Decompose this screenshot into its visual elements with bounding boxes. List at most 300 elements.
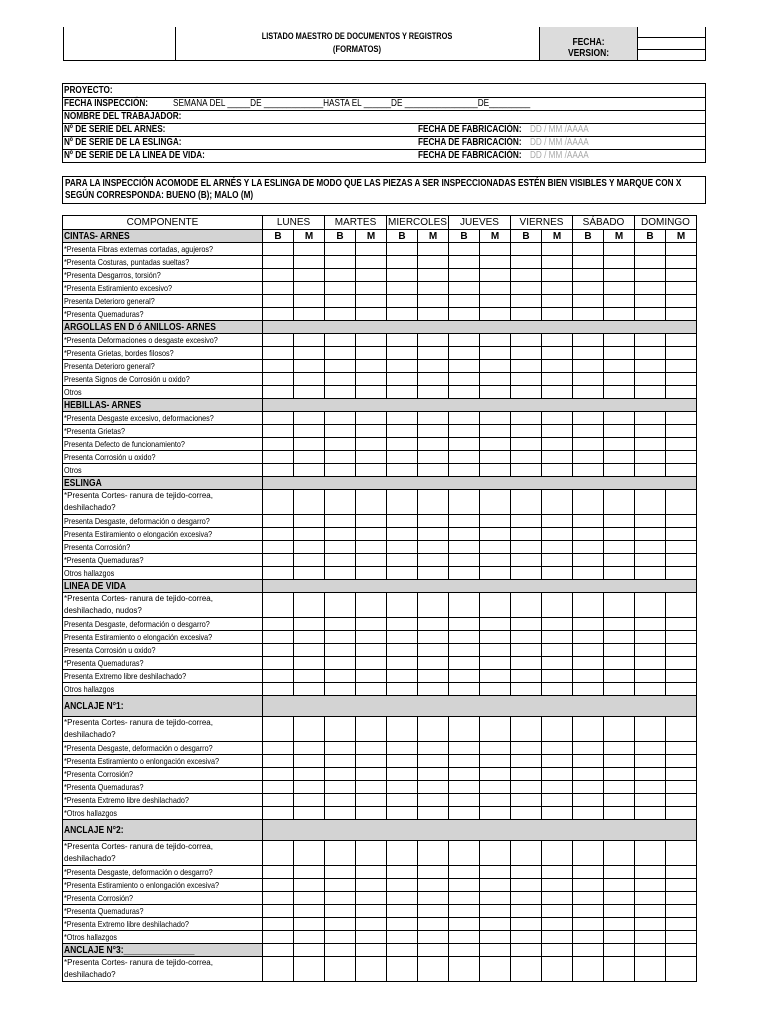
check-cell[interactable] [387,879,418,892]
check-cell[interactable] [325,944,356,957]
check-cell[interactable] [263,657,294,670]
check-cell[interactable] [573,931,604,944]
check-cell[interactable] [263,593,294,618]
check-cell[interactable] [387,866,418,879]
check-cell[interactable] [480,464,511,477]
check-cell[interactable] [542,683,573,696]
check-cell[interactable] [418,425,449,438]
check-cell[interactable] [325,644,356,657]
check-cell[interactable] [604,256,635,269]
check-cell[interactable] [573,554,604,567]
check-cell[interactable] [325,879,356,892]
check-cell[interactable] [356,373,387,386]
check-cell[interactable] [356,717,387,742]
check-cell[interactable] [635,438,666,451]
check-cell[interactable] [325,451,356,464]
check-cell[interactable] [480,438,511,451]
check-cell[interactable] [480,644,511,657]
check-cell[interactable] [387,841,418,866]
check-cell[interactable] [418,256,449,269]
check-cell[interactable] [573,807,604,820]
check-cell[interactable] [356,918,387,931]
check-cell[interactable] [666,944,697,957]
check-cell[interactable] [635,931,666,944]
check-cell[interactable] [542,347,573,360]
check-cell[interactable] [511,631,542,644]
check-cell[interactable] [356,438,387,451]
check-cell[interactable] [325,554,356,567]
check-cell[interactable] [418,905,449,918]
check-cell[interactable] [604,781,635,794]
check-cell[interactable] [542,464,573,477]
check-cell[interactable] [387,905,418,918]
check-cell[interactable] [635,373,666,386]
check-cell[interactable] [604,657,635,670]
check-cell[interactable] [480,755,511,768]
check-cell[interactable] [449,905,480,918]
check-cell[interactable] [542,807,573,820]
check-cell[interactable] [356,657,387,670]
check-cell[interactable] [263,451,294,464]
check-cell[interactable] [294,892,325,905]
check-cell[interactable] [356,541,387,554]
check-cell[interactable] [294,451,325,464]
check-cell[interactable] [418,334,449,347]
check-cell[interactable] [666,657,697,670]
check-cell[interactable] [325,541,356,554]
check-cell[interactable] [449,683,480,696]
check-cell[interactable] [604,360,635,373]
check-cell[interactable] [263,256,294,269]
check-cell[interactable] [387,944,418,957]
check-cell[interactable] [480,373,511,386]
check-cell[interactable] [325,373,356,386]
check-cell[interactable] [635,644,666,657]
check-cell[interactable] [294,618,325,631]
check-cell[interactable] [573,670,604,683]
check-cell[interactable] [356,631,387,644]
check-cell[interactable] [573,717,604,742]
check-cell[interactable] [542,644,573,657]
check-cell[interactable] [635,905,666,918]
check-cell[interactable] [325,918,356,931]
check-cell[interactable] [573,957,604,982]
check-cell[interactable] [325,866,356,879]
check-cell[interactable] [573,768,604,781]
check-cell[interactable] [387,490,418,515]
check-cell[interactable] [418,490,449,515]
check-cell[interactable] [418,631,449,644]
check-cell[interactable] [263,308,294,321]
check-cell[interactable] [542,794,573,807]
check-cell[interactable] [449,541,480,554]
check-cell[interactable] [573,892,604,905]
check-cell[interactable] [449,593,480,618]
check-cell[interactable] [604,269,635,282]
check-cell[interactable] [666,243,697,256]
check-cell[interactable] [604,451,635,464]
proyecto-row[interactable] [63,84,705,98]
check-cell[interactable] [573,334,604,347]
check-cell[interactable] [542,308,573,321]
check-cell[interactable] [294,931,325,944]
check-cell[interactable] [480,554,511,567]
check-cell[interactable] [449,742,480,755]
check-cell[interactable] [604,683,635,696]
check-cell[interactable] [263,528,294,541]
check-cell[interactable] [294,593,325,618]
check-cell[interactable] [480,807,511,820]
check-cell[interactable] [325,794,356,807]
check-cell[interactable] [356,593,387,618]
check-cell[interactable] [604,438,635,451]
check-cell[interactable] [325,807,356,820]
check-cell[interactable] [511,360,542,373]
check-cell[interactable] [356,670,387,683]
check-cell[interactable] [356,425,387,438]
check-cell[interactable] [604,386,635,399]
check-cell[interactable] [480,386,511,399]
check-cell[interactable] [666,879,697,892]
check-cell[interactable] [418,412,449,425]
check-cell[interactable] [604,593,635,618]
check-cell[interactable] [294,243,325,256]
check-cell[interactable] [573,631,604,644]
check-cell[interactable] [263,794,294,807]
check-cell[interactable] [418,957,449,982]
check-cell[interactable] [449,515,480,528]
check-cell[interactable] [294,807,325,820]
check-cell[interactable] [263,554,294,567]
check-cell[interactable] [542,295,573,308]
check-cell[interactable] [387,683,418,696]
check-cell[interactable] [666,866,697,879]
check-cell[interactable] [325,386,356,399]
check-cell[interactable] [635,631,666,644]
check-cell[interactable] [449,451,480,464]
check-cell[interactable] [604,412,635,425]
check-cell[interactable] [573,742,604,755]
check-cell[interactable] [294,464,325,477]
check-cell[interactable] [542,567,573,580]
check-cell[interactable] [573,308,604,321]
check-cell[interactable] [666,683,697,696]
check-cell[interactable] [356,618,387,631]
check-cell[interactable] [480,593,511,618]
check-cell[interactable] [666,347,697,360]
check-cell[interactable] [325,905,356,918]
check-cell[interactable] [356,386,387,399]
check-cell[interactable] [635,717,666,742]
check-cell[interactable] [511,768,542,781]
check-cell[interactable] [418,657,449,670]
check-cell[interactable] [666,755,697,768]
check-cell[interactable] [542,256,573,269]
check-cell[interactable] [387,918,418,931]
check-cell[interactable] [294,308,325,321]
check-cell[interactable] [573,243,604,256]
check-cell[interactable] [418,866,449,879]
check-cell[interactable] [387,243,418,256]
check-cell[interactable] [387,794,418,807]
check-cell[interactable] [356,905,387,918]
check-cell[interactable] [263,683,294,696]
check-cell[interactable] [449,567,480,580]
check-cell[interactable] [604,879,635,892]
check-cell[interactable] [418,717,449,742]
check-cell[interactable] [418,683,449,696]
check-cell[interactable] [356,464,387,477]
check-cell[interactable] [604,717,635,742]
check-cell[interactable] [604,807,635,820]
check-cell[interactable] [635,892,666,905]
check-cell[interactable] [325,256,356,269]
check-cell[interactable] [294,386,325,399]
check-cell[interactable] [666,644,697,657]
check-cell[interactable] [635,742,666,755]
check-cell[interactable] [480,683,511,696]
check-cell[interactable] [294,944,325,957]
check-cell[interactable] [263,295,294,308]
check-cell[interactable] [666,451,697,464]
check-cell[interactable] [294,541,325,554]
check-cell[interactable] [356,879,387,892]
check-cell[interactable] [449,670,480,683]
check-cell[interactable] [418,295,449,308]
check-cell[interactable] [604,918,635,931]
check-cell[interactable] [511,425,542,438]
check-cell[interactable] [573,282,604,295]
check-cell[interactable] [449,295,480,308]
check-cell[interactable] [635,386,666,399]
check-cell[interactable] [325,243,356,256]
check-cell[interactable] [635,515,666,528]
check-cell[interactable] [356,644,387,657]
check-cell[interactable] [635,683,666,696]
check-cell[interactable] [325,425,356,438]
check-cell[interactable] [480,528,511,541]
check-cell[interactable] [387,541,418,554]
check-cell[interactable] [294,360,325,373]
check-cell[interactable] [449,347,480,360]
check-cell[interactable] [294,438,325,451]
check-cell[interactable] [635,256,666,269]
fecha-inspeccion-row[interactable] [63,97,705,111]
check-cell[interactable] [511,918,542,931]
check-cell[interactable] [294,515,325,528]
check-cell[interactable] [542,931,573,944]
check-cell[interactable] [387,781,418,794]
check-cell[interactable] [263,243,294,256]
check-cell[interactable] [604,931,635,944]
check-cell[interactable] [480,282,511,295]
check-cell[interactable] [511,269,542,282]
check-cell[interactable] [573,360,604,373]
check-cell[interactable] [325,957,356,982]
check-cell[interactable] [511,541,542,554]
check-cell[interactable] [542,755,573,768]
check-cell[interactable] [604,755,635,768]
check-cell[interactable] [263,360,294,373]
check-cell[interactable] [294,256,325,269]
check-cell[interactable] [325,360,356,373]
check-cell[interactable] [542,742,573,755]
check-cell[interactable] [480,515,511,528]
check-cell[interactable] [387,567,418,580]
check-cell[interactable] [635,412,666,425]
check-cell[interactable] [666,742,697,755]
check-cell[interactable] [480,879,511,892]
check-cell[interactable] [294,347,325,360]
check-cell[interactable] [449,256,480,269]
check-cell[interactable] [418,841,449,866]
check-cell[interactable] [449,841,480,866]
check-cell[interactable] [666,905,697,918]
check-cell[interactable] [604,490,635,515]
check-cell[interactable] [263,282,294,295]
check-cell[interactable] [511,892,542,905]
check-cell[interactable] [480,957,511,982]
check-cell[interactable] [542,892,573,905]
check-cell[interactable] [666,631,697,644]
check-cell[interactable] [666,412,697,425]
check-cell[interactable] [294,841,325,866]
check-cell[interactable] [635,269,666,282]
check-cell[interactable] [356,528,387,541]
check-cell[interactable] [480,841,511,866]
check-cell[interactable] [325,717,356,742]
check-cell[interactable] [480,892,511,905]
check-cell[interactable] [418,515,449,528]
check-cell[interactable] [666,567,697,580]
check-cell[interactable] [387,451,418,464]
check-cell[interactable] [449,490,480,515]
check-cell[interactable] [604,944,635,957]
check-cell[interactable] [604,528,635,541]
check-cell[interactable] [542,554,573,567]
check-cell[interactable] [263,768,294,781]
check-cell[interactable] [480,918,511,931]
check-cell[interactable] [542,944,573,957]
check-cell[interactable] [449,755,480,768]
check-cell[interactable] [449,944,480,957]
check-cell[interactable] [294,373,325,386]
check-cell[interactable] [542,879,573,892]
check-cell[interactable] [542,541,573,554]
check-cell[interactable] [418,528,449,541]
check-cell[interactable] [511,755,542,768]
check-cell[interactable] [635,670,666,683]
check-cell[interactable] [263,781,294,794]
check-cell[interactable] [263,957,294,982]
check-cell[interactable] [263,618,294,631]
check-cell[interactable] [263,644,294,657]
check-cell[interactable] [511,670,542,683]
check-cell[interactable] [294,282,325,295]
check-cell[interactable] [542,515,573,528]
check-cell[interactable] [511,957,542,982]
check-cell[interactable] [294,879,325,892]
check-cell[interactable] [418,931,449,944]
check-cell[interactable] [666,464,697,477]
check-cell[interactable] [542,593,573,618]
check-cell[interactable] [480,451,511,464]
check-cell[interactable] [604,866,635,879]
check-cell[interactable] [387,295,418,308]
check-cell[interactable] [294,334,325,347]
check-cell[interactable] [480,425,511,438]
check-cell[interactable] [387,438,418,451]
check-cell[interactable] [635,957,666,982]
check-cell[interactable] [263,866,294,879]
fab-placeholder-linea[interactable]: DD / MM /AAAA [530,150,589,161]
check-cell[interactable] [542,657,573,670]
check-cell[interactable] [449,425,480,438]
check-cell[interactable] [573,412,604,425]
check-cell[interactable] [418,347,449,360]
check-cell[interactable] [449,866,480,879]
check-cell[interactable] [604,567,635,580]
check-cell[interactable] [263,347,294,360]
check-cell[interactable] [325,593,356,618]
check-cell[interactable] [480,931,511,944]
check-cell[interactable] [449,794,480,807]
check-cell[interactable] [325,295,356,308]
check-cell[interactable] [418,742,449,755]
check-cell[interactable] [356,360,387,373]
check-cell[interactable] [356,567,387,580]
check-cell[interactable] [418,918,449,931]
check-cell[interactable] [666,386,697,399]
check-cell[interactable] [294,768,325,781]
check-cell[interactable] [635,243,666,256]
check-cell[interactable] [325,631,356,644]
check-cell[interactable] [418,593,449,618]
check-cell[interactable] [418,781,449,794]
check-cell[interactable] [635,451,666,464]
check-cell[interactable] [604,541,635,554]
check-cell[interactable] [387,386,418,399]
check-cell[interactable] [294,957,325,982]
check-cell[interactable] [449,334,480,347]
check-cell[interactable] [294,918,325,931]
check-cell[interactable] [294,631,325,644]
check-cell[interactable] [418,541,449,554]
check-cell[interactable] [542,269,573,282]
trabajador-row[interactable] [63,110,705,124]
check-cell[interactable] [294,717,325,742]
check-cell[interactable] [511,905,542,918]
check-cell[interactable] [573,386,604,399]
check-cell[interactable] [387,807,418,820]
check-cell[interactable] [325,755,356,768]
check-cell[interactable] [666,282,697,295]
check-cell[interactable] [449,282,480,295]
check-cell[interactable] [604,768,635,781]
check-cell[interactable] [480,269,511,282]
check-cell[interactable] [325,768,356,781]
check-cell[interactable] [573,515,604,528]
fab-placeholder-eslinga[interactable]: DD / MM /AAAA [530,137,589,148]
check-cell[interactable] [325,308,356,321]
check-cell[interactable] [449,528,480,541]
check-cell[interactable] [666,269,697,282]
check-cell[interactable] [604,334,635,347]
check-cell[interactable] [387,360,418,373]
check-cell[interactable] [449,438,480,451]
check-cell[interactable] [449,807,480,820]
check-cell[interactable] [294,866,325,879]
